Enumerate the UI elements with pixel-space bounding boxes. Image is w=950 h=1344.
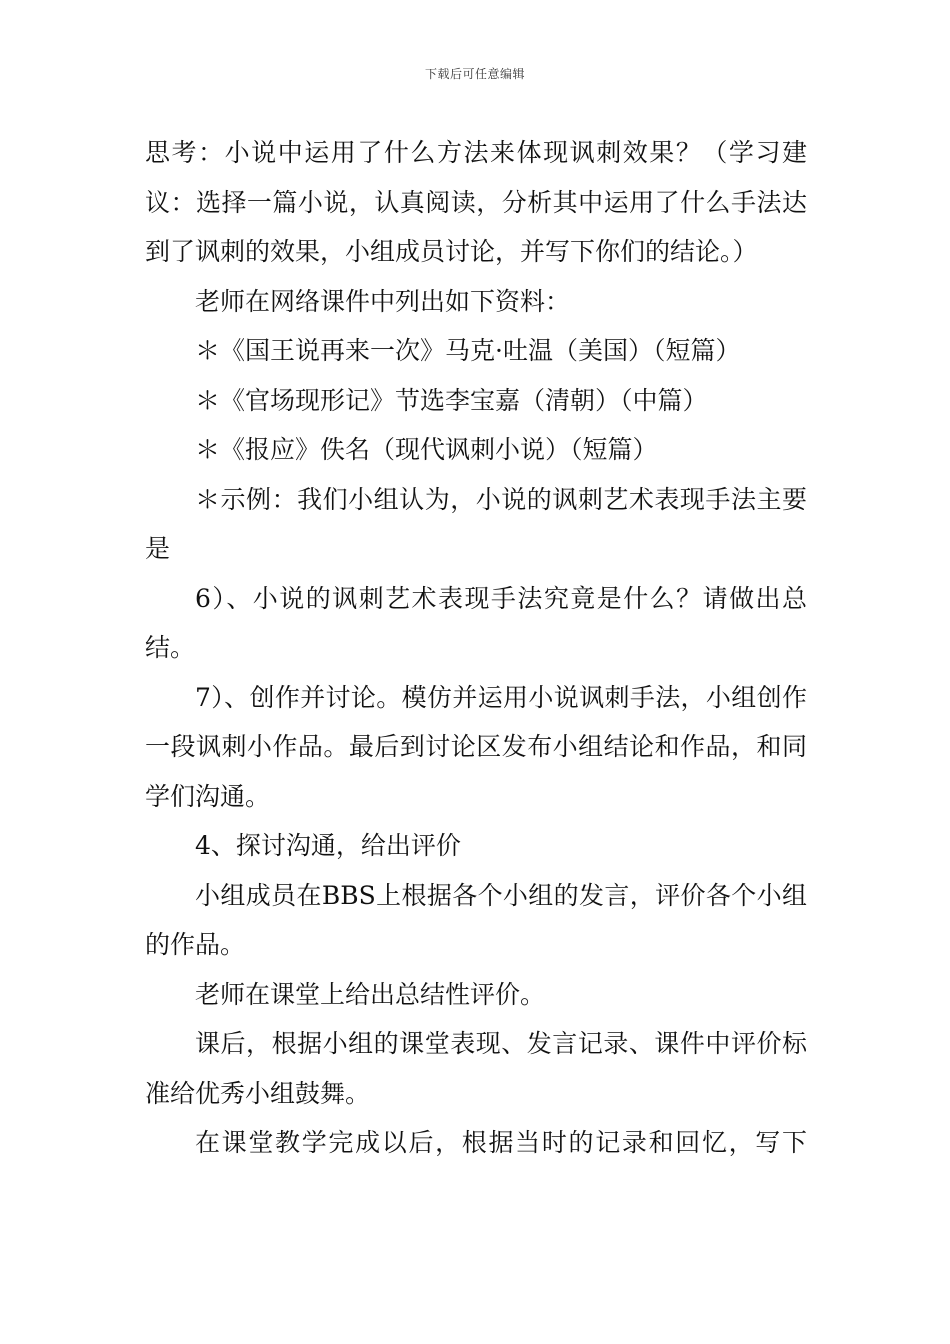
list-item-material-3: ＊《报应》佚名（现代讽刺小说）（短篇） bbox=[195, 435, 658, 464]
paragraph-after-teaching: 在课堂教学完成以后，根据当时的记录和回忆，写下 bbox=[195, 1128, 807, 1157]
list-item-material-2: ＊《官场现形记》节选李宝嘉（清朝）（中篇） bbox=[195, 385, 708, 415]
paragraph-step-6: 6）、小说的讽刺艺术表现手法究竟是什么？请做出总结。 bbox=[145, 583, 807, 662]
paragraph-step-7: 7）、创作并讨论。模仿并运用小说讽刺手法，小组创作一段讽刺小作品。最后到讨论区发布小组结论和作品，和同学们沟通。 bbox=[145, 682, 807, 811]
list-item-material-1: ＊《国王说再来一次》马克·吐温（美国）（短篇） bbox=[195, 336, 741, 365]
paragraph-thinking-question: 思考：小说中运用了什么方法来体现讽刺效果？（学习建议：选择一篇小说，认真阅读，分析其中运用了什么手法达到了讽刺的效果，小组成员讨论，并写下你们的结论。） bbox=[145, 138, 807, 266]
section-heading-4: 4、探讨沟通，给出评价 bbox=[195, 831, 461, 860]
paragraph-group-evaluation: 小组成员在BBS上根据各个小组的发言，评价各个小组的作品。 bbox=[145, 880, 807, 959]
page-header-note: 下载后可任意编辑 bbox=[424, 67, 525, 81]
paragraph-teacher-materials: 老师在网络课件中列出如下资料： bbox=[195, 286, 571, 316]
paragraph-example: ＊示例：我们小组认为，小说的讽刺艺术表现手法主要是 bbox=[145, 484, 807, 563]
paragraph-teacher-evaluation: 老师在课堂上给出总结性评价。 bbox=[195, 979, 546, 1009]
paragraph-after-class: 课后，根据小组的课堂表现、发言记录、课件中评价标准给优秀小组鼓舞。 bbox=[145, 1029, 807, 1108]
document-body bbox=[145, 128, 807, 1168]
